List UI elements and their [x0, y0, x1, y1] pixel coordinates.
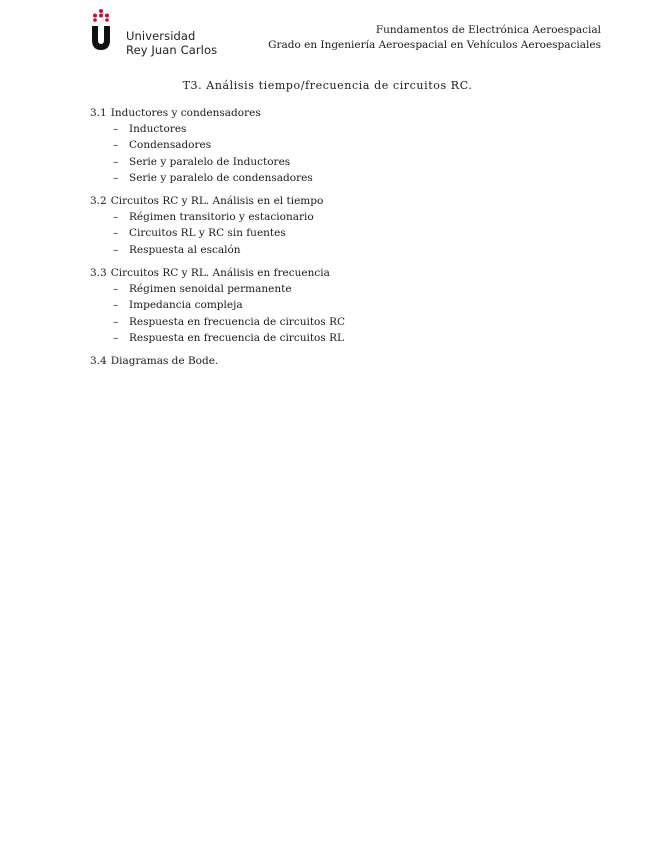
dash-bullet-icon: –: [113, 155, 119, 168]
list-item-label: Serie y paralelo de Inductores: [129, 155, 291, 168]
list-item: [113, 330, 610, 346]
list-item-label: Régimen transitorio y estacionario: [129, 211, 314, 224]
list-item-label: Respuesta al escalón: [129, 243, 241, 256]
urjc-u-logo-icon: [90, 8, 120, 50]
list-item-label: Respuesta en frecuencia de circuitos RC: [129, 315, 346, 328]
degree-name: Grado en Ingeniería Aeroespacial en Vehículos Aeroespaciales: [268, 39, 601, 51]
list-item: [113, 242, 610, 258]
section: [90, 353, 610, 369]
list-item: [113, 137, 610, 153]
list-item-label: Impedancia compleja: [129, 299, 243, 312]
section-list: [90, 105, 610, 376]
section-title: [90, 105, 610, 121]
dash-bullet-icon: –: [113, 315, 119, 328]
list-item: [113, 154, 610, 170]
section-number: 3.3: [90, 267, 107, 280]
list-item-label: Circuitos RL y RC sin fuentes: [129, 227, 286, 240]
list-item-label: Régimen senoidal permanente: [129, 283, 292, 296]
section: [90, 265, 610, 346]
list-item: [113, 170, 610, 186]
section-title-text: Diagramas de Bode.: [110, 355, 219, 368]
list-item-label: Respuesta en frecuencia de circuitos RL: [129, 331, 344, 344]
page-header: [0, 0, 655, 70]
list-item: [113, 225, 610, 241]
list-item: [113, 209, 610, 225]
university-name-line2: Rey Juan Carlos: [126, 43, 218, 57]
dash-bullet-icon: –: [113, 171, 119, 184]
dash-bullet-icon: –: [113, 283, 119, 296]
section-items: [90, 281, 610, 346]
list-item: [113, 281, 610, 297]
list-item-label: Serie y paralelo de condensadores: [129, 171, 313, 184]
list-item-label: Condensadores: [129, 139, 212, 152]
list-item: [113, 297, 610, 313]
dash-bullet-icon: –: [113, 243, 119, 256]
university-name-line1: Universidad: [126, 29, 196, 43]
dash-bullet-icon: –: [113, 227, 119, 240]
university-name: [126, 29, 217, 57]
list-item-label: Inductores: [129, 123, 187, 135]
university-logo: [90, 8, 220, 58]
section-number: 3.4: [90, 355, 107, 368]
section: [90, 105, 610, 186]
dash-bullet-icon: –: [113, 139, 119, 152]
list-item: [113, 121, 610, 137]
section-items: [90, 209, 610, 258]
course-info: [268, 23, 601, 53]
section-title-text: Circuitos RC y RL. Análisis en el tiempo: [110, 195, 324, 208]
section-number: 3.1: [90, 107, 107, 119]
section-title: [90, 193, 610, 209]
section-title-text: Circuitos RC y RL. Análisis en frecuencia: [110, 267, 330, 280]
section: [90, 193, 610, 258]
section-number: 3.2: [90, 195, 107, 208]
course-name: Fundamentos de Electrónica Aeroespacial: [375, 24, 601, 36]
document-title: T3. Análisis tiempo/frecuencia de circuitos RC.: [182, 79, 473, 92]
list-item: [113, 314, 610, 330]
dash-bullet-icon: –: [113, 211, 119, 224]
dash-bullet-icon: –: [113, 123, 119, 135]
dash-bullet-icon: –: [113, 299, 119, 312]
section-items: [90, 121, 610, 186]
section-title-text: Inductores y condensadores: [110, 107, 261, 119]
dash-bullet-icon: –: [113, 331, 119, 344]
section-title: [90, 353, 610, 369]
section-title: [90, 265, 610, 281]
